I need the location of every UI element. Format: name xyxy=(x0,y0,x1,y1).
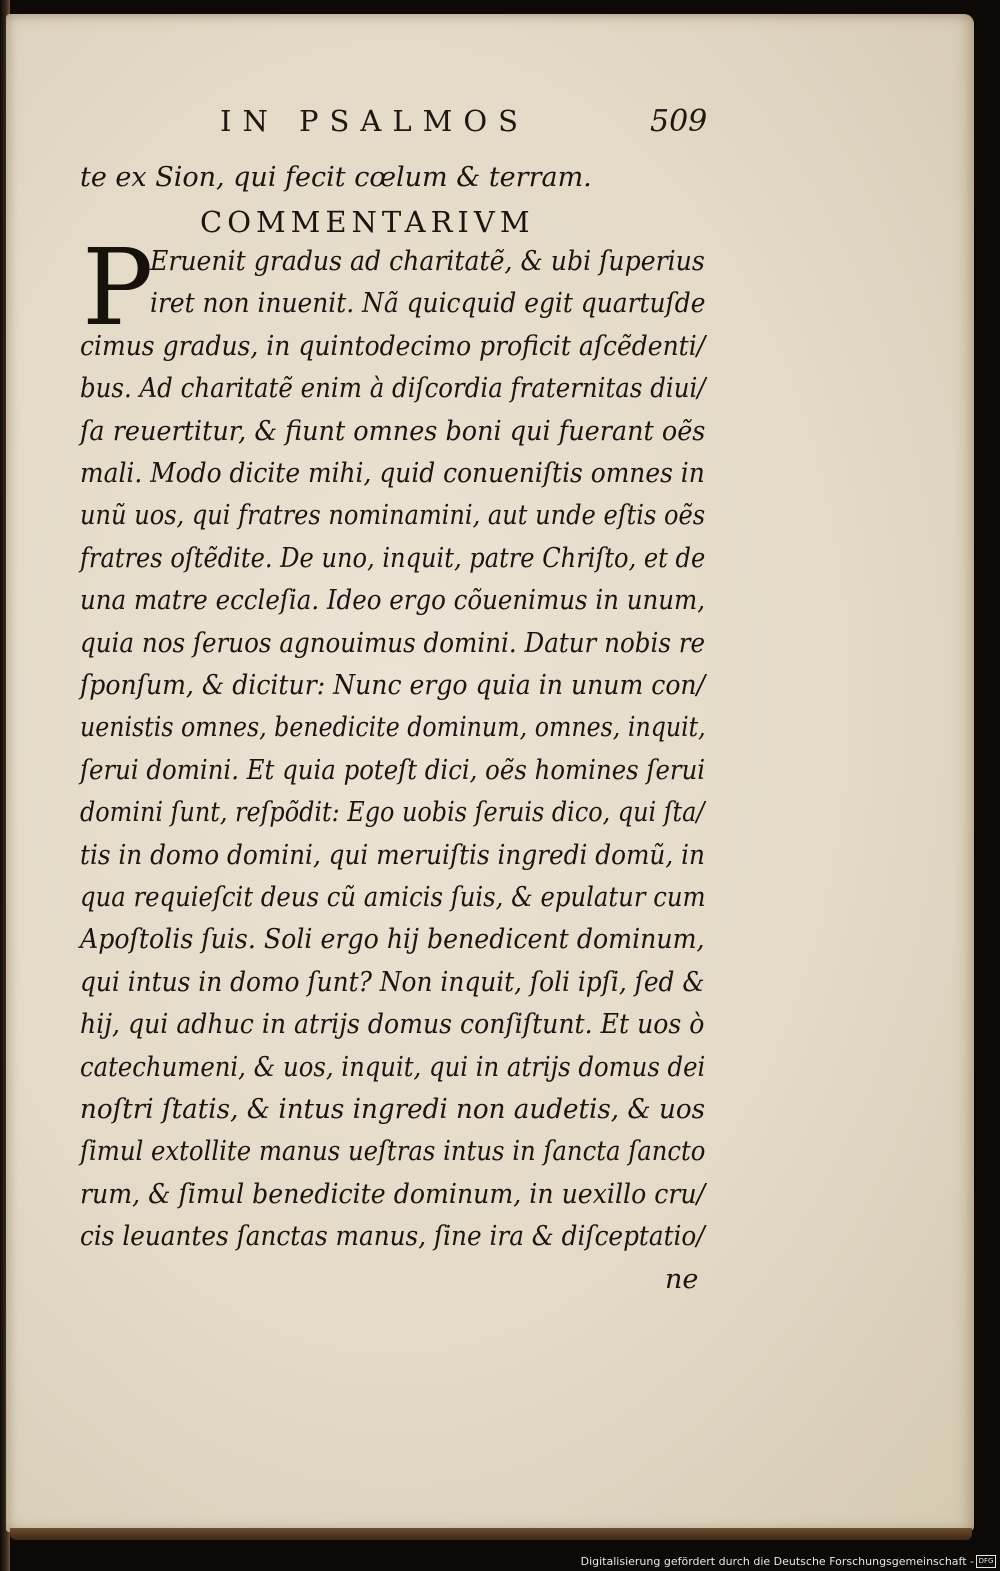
text-line-10: una matre eccleſia. Ideo ergo cõuenimus in unum, xyxy=(80,585,706,616)
text-line-6: ſa reuertitur, & fiunt omnes boni qui fuerant oẽs xyxy=(80,416,706,447)
drop-initial: P xyxy=(82,226,154,349)
text-line-16: tis in domo domini, qui meruiſtis ingredi domũ, in xyxy=(80,840,705,871)
catchword: ne xyxy=(665,1264,699,1295)
text-line-23: ſimul extollite manus ueſtras intus in ſancta ſancto xyxy=(80,1136,706,1167)
text-line-13: uenistis omnes, benedicite dominum, omnes, inquit, xyxy=(80,712,706,743)
text-line-7: mali. Modo dicite mihi, quid conueniſtis omnes in xyxy=(80,458,705,489)
text-line-14: ſerui domini. Et quia poteſt dici, oẽs homines ſerui xyxy=(80,755,706,786)
text-line-25: cis leuantes ſanctas manus, ſine ira & diſceptatio/ xyxy=(80,1221,705,1252)
text-line-8: unũ uos, qui fratres nominamini, aut unde eſtis oẽs xyxy=(80,500,706,531)
text-line-2: Eruenit gradus ad charitatẽ, & ubi ſuperius xyxy=(150,246,705,277)
text-line-9: fratres oſtẽdite. De uno, inquit, patre Chriſto, et de xyxy=(80,543,706,574)
running-head: IN PSALMOS xyxy=(220,104,529,138)
text-line-4: cimus gradus, in quintodecimo proficit aſcẽdenti/ xyxy=(80,331,706,362)
section-heading: COMMENTARIVM xyxy=(200,205,535,239)
text-line-21: catechumeni, & uos, inquit, qui in atrijs domus dei xyxy=(80,1052,706,1083)
text-line-3: iret non inuenit. Nã quicquid egit quartuſde xyxy=(150,288,706,319)
text-line-12: ſponſum, & dicitur: Nunc ergo quia in unum con/ xyxy=(80,670,706,701)
digitization-credit: Digitalisierung gefördert durch die Deutsche Forschungsgemeinschaft - xyxy=(580,1555,974,1568)
page-number: 509 xyxy=(650,104,708,139)
dfg-logo: DFG xyxy=(976,1555,996,1568)
text-line-19: qui intus in domo ſunt? Non inquit, ſoli ipſi, ſed & xyxy=(80,967,705,998)
text-line-18: Apoſtolis ſuis. Soli ergo hij benedicent dominum, xyxy=(80,924,705,955)
text-line-11: quia nos ſeruos agnouimus domini. Datur nobis re xyxy=(80,628,706,659)
text-line-20: hij, qui adhuc in atrijs domus conſiſtunt. Et uos ò xyxy=(80,1009,705,1040)
text-line-5: bus. Ad charitatẽ enim à diſcordia fraternitas diui/ xyxy=(80,373,706,404)
text-line-22: noſtri ſtatis, & intus ingredi non audetis, & uos xyxy=(80,1094,706,1125)
text-line-1: te ex Sion, qui fecit cœlum & terram. xyxy=(80,162,592,193)
text-line-24: rum, & ſimul benedicite dominum, in uexillo cru/ xyxy=(80,1179,706,1210)
text-line-15: domini ſunt, reſpõdit: Ego uobis ſeruis dico, qui ſta/ xyxy=(80,797,705,828)
page-bottom-edge xyxy=(10,1528,972,1540)
text-line-17: qua requieſcit deus cũ amicis ſuis, & epulatur cum xyxy=(80,882,706,913)
